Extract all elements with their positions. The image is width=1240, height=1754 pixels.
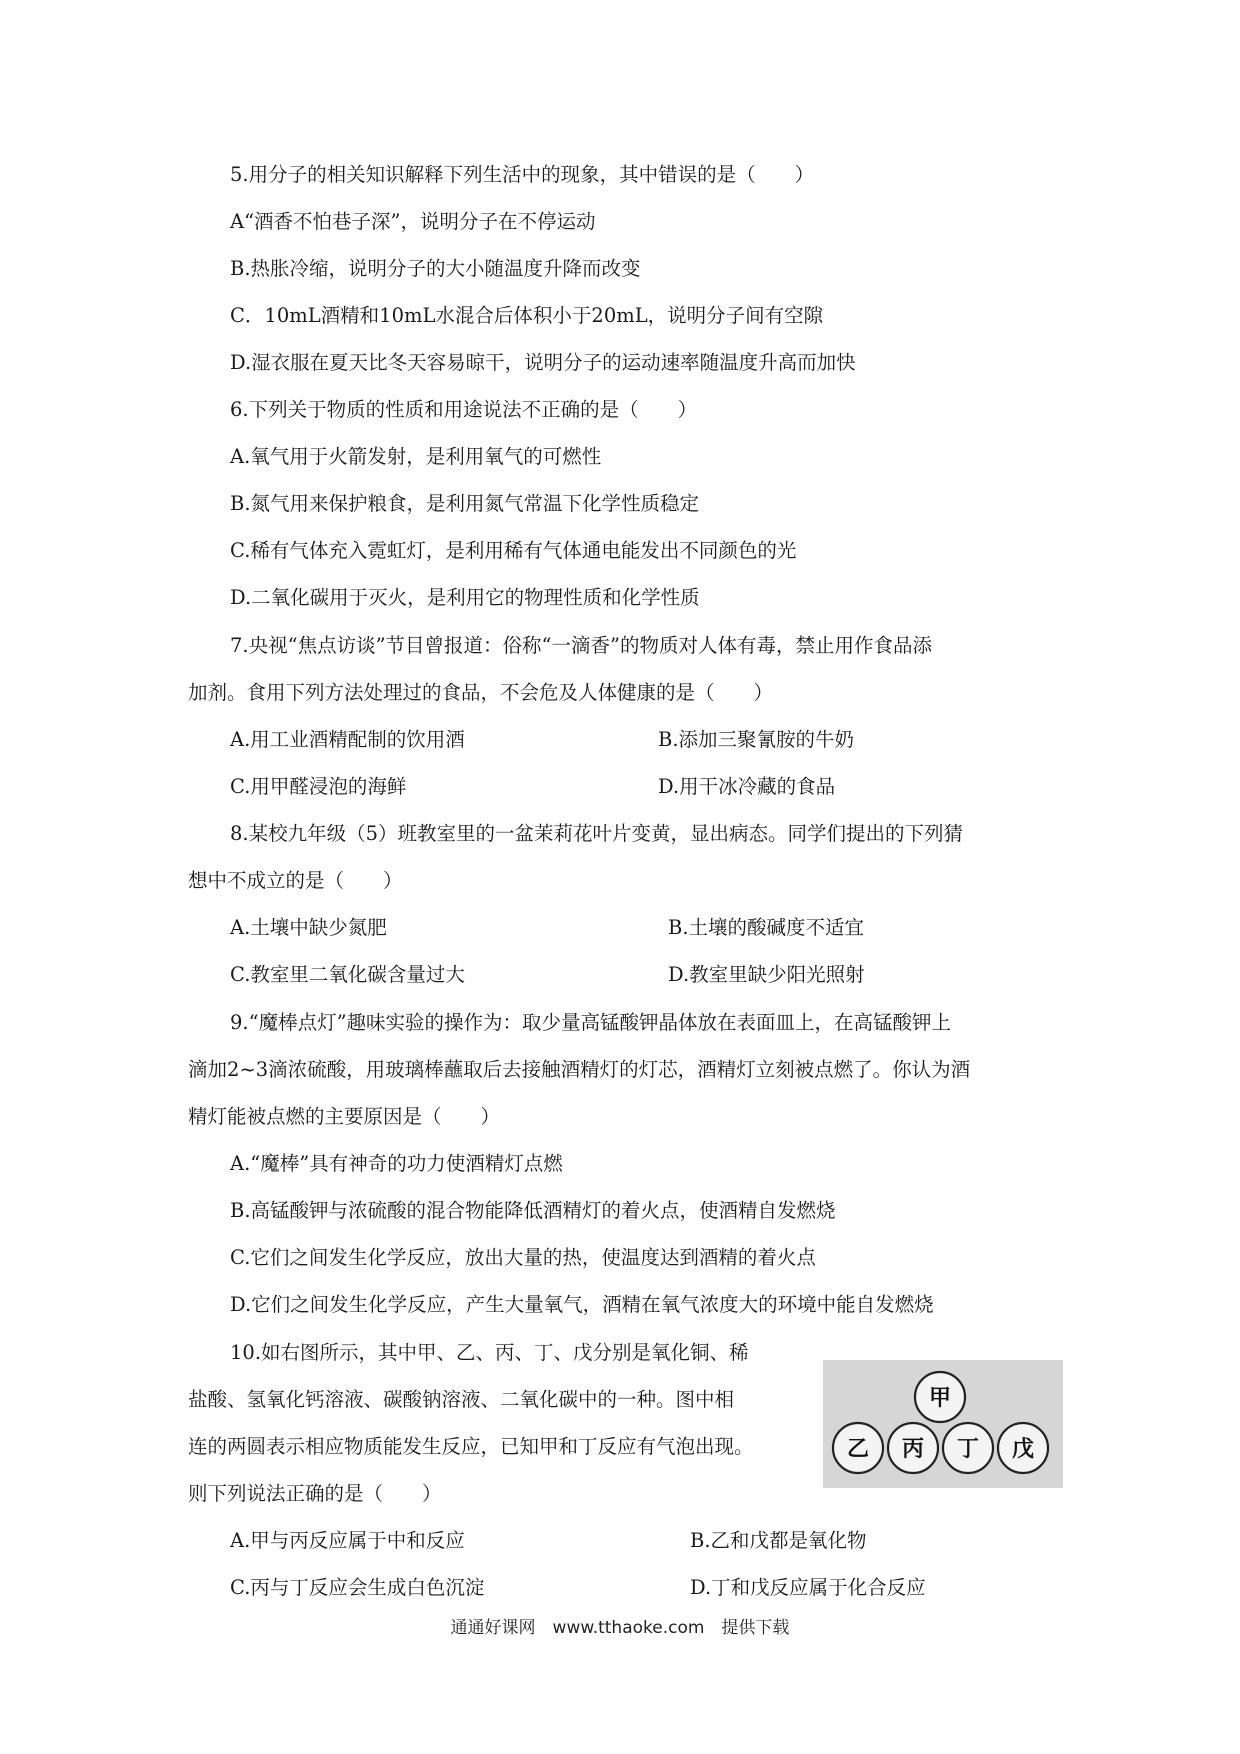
reaction-circle-figure	[823, 1360, 1063, 1488]
page-footer: 通通好课网 www.tthaoke.com 提供下载	[450, 1618, 790, 1638]
q9-option-d: D.它们之间发生化学反应，产生大量氧气，酒精在氧气浓度大的环境中能自发燃烧	[230, 1293, 934, 1316]
q10-stem-line-4: 则下列说法正确的是（ ）	[188, 1482, 442, 1505]
q6-option-a: A.氧气用于火箭发射，是利用氧气的可燃性	[230, 445, 602, 468]
q10-stem-line-2: 盐酸、氢氧化钙溶液、碳酸钠溶液、二氧化碳中的一种。图中相	[188, 1388, 735, 1411]
q10-option-b: B.乙和戊都是氧化物	[690, 1529, 867, 1552]
label-jia: 甲	[928, 1385, 952, 1411]
q5-stem-line-1: 5.用分子的相关知识解释下列生活中的现象，其中错误的是（ ）	[230, 163, 815, 186]
q10-option-d: D.丁和戊反应属于化合反应	[690, 1576, 926, 1599]
q7-option-a: A.用工业酒精配制的饮用酒	[230, 728, 465, 751]
q7-option-c: C.用甲醛浸泡的海鲜	[230, 775, 407, 798]
q9-option-a: A.“魔棒”具有神奇的功力使酒精灯点燃	[230, 1152, 563, 1175]
q10-option-a: A.甲与丙反应属于中和反应	[230, 1529, 465, 1552]
reaction-circle-diagram	[823, 1360, 1063, 1488]
q7-option-d: D.用干冰冷藏的食品	[658, 775, 836, 798]
label-yi: 乙	[846, 1436, 870, 1462]
q8-option-a: A.土壤中缺少氮肥	[230, 916, 387, 939]
q7-stem-line-1: 7.央视“焦点访谈”节目曾报道：俗称“一滴香”的物质对人体有毒，禁止用作食品添	[230, 634, 932, 657]
q9-stem-line-1: 9.“魔棒点灯”趣味实验的操作为：取少量高锰酸钾晶体放在表面皿上，在高锰酸钾上	[230, 1011, 952, 1034]
q8-option-c: C.教室里二氧化碳含量过大	[230, 963, 465, 986]
q8-option-b: B.土壤的酸碱度不适宜	[668, 916, 865, 939]
label-wu: 戊	[1011, 1436, 1035, 1462]
q5-option-a: A“酒香不怕巷子深”，说明分子在不停运动	[230, 210, 596, 233]
q9-option-b: B.高锰酸钾与浓硫酸的混合物能降低酒精灯的着火点，使酒精自发燃烧	[230, 1199, 836, 1222]
label-bing: 丙	[901, 1436, 925, 1462]
q8-option-d: D.教室里缺少阳光照射	[668, 963, 865, 986]
q6-option-c: C.稀有气体充入霓虹灯，是利用稀有气体通电能发出不同颜色的光	[230, 539, 797, 562]
q7-stem-line-2: 加剂。食用下列方法处理过的食品，不会危及人体健康的是（ ）	[188, 681, 774, 704]
label-ding: 丁	[956, 1436, 980, 1462]
q8-stem-line-2: 想中不成立的是（ ）	[188, 869, 403, 892]
q8-stem-line-1: 8.某校九年级（5）班教室里的一盆茉莉花叶片变黄，显出病态。同学们提出的下列猜	[230, 822, 964, 845]
q5-option-c: C．10mL酒精和10mL水混合后体积小于20mL，说明分子间有空隙	[230, 304, 824, 327]
q9-option-c: C.它们之间发生化学反应，放出大量的热，使温度达到酒精的着火点	[230, 1246, 816, 1269]
q5-option-b: B.热胀冷缩，说明分子的大小随温度升降而改变	[230, 257, 641, 280]
q10-stem-line-1: 10.如右图所示，其中甲、乙、丙、丁、戊分别是氧化铜、稀	[230, 1341, 749, 1364]
q7-option-b: B.添加三聚氰胺的牛奶	[658, 728, 855, 751]
q9-stem-line-3: 精灯能被点燃的主要原因是（ ）	[188, 1105, 501, 1128]
q6-option-b: B.氮气用来保护粮食，是利用氮气常温下化学性质稳定	[230, 492, 700, 515]
q5-option-d: D.湿衣服在夏天比冬天容易晾干，说明分子的运动速率随温度升高而加快	[230, 351, 856, 374]
q6-option-d: D.二氧化碳用于灭火，是利用它的物理性质和化学性质	[230, 586, 700, 609]
q6-stem-line-1: 6.下列关于物质的性质和用途说法不正确的是（ ）	[230, 398, 698, 421]
q10-option-c: C.丙与丁反应会生成白色沉淀	[230, 1576, 485, 1599]
q10-stem-line-3: 连的两圆表示相应物质能发生反应，已知甲和丁反应有气泡出现。	[188, 1435, 754, 1458]
q9-stem-line-2: 滴加2~3滴浓硫酸，用玻璃棒蘸取后去接触酒精灯的灯芯，酒精灯立刻被点燃了。你认为酒	[188, 1058, 971, 1081]
